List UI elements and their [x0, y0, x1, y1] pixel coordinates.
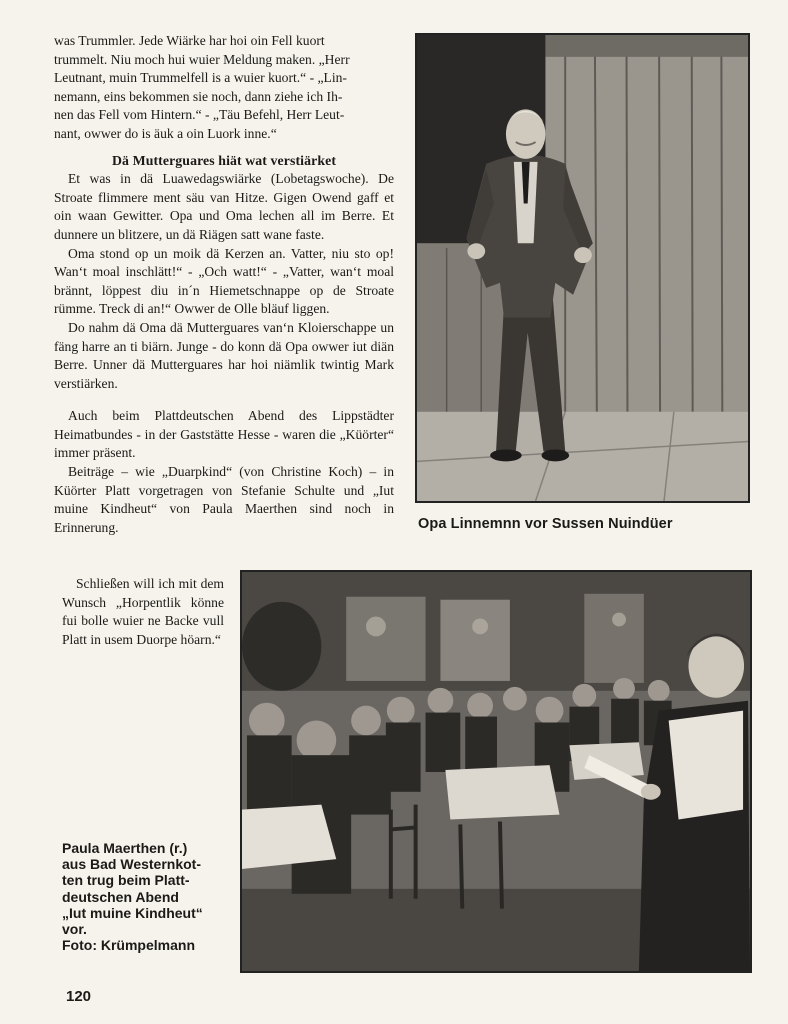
photo-caption: [62, 840, 224, 953]
caption-line: deutschen Abend: [62, 888, 179, 905]
article-line: was Trummler. Jede Wiärke har hoi oin Fell kuort: [54, 33, 325, 48]
photo-credit: Foto: Krümpelmann: [62, 937, 195, 954]
page-number: 120: [66, 988, 92, 1005]
caption-line: vor.: [62, 921, 87, 938]
photo-audience-hall-image: [242, 572, 750, 971]
article-line: nemann, eins bekommen sie noch, dann ziehe ich Ih-: [54, 88, 343, 104]
section-heading: Dä Mutterguares hiät wat verstiärket: [111, 152, 337, 168]
caption-line: Paula Maerthen (r.): [62, 840, 188, 856]
photo-man-at-barn-door: [415, 33, 750, 503]
closing-text: Schließen will ich mit dem Wunsch „Horpentlik könne fui bolle wuier ne Backe vull Platt in usem Duorpe höarn.“: [62, 576, 224, 647]
closing-paragraph: [62, 575, 224, 649]
article-paragraph: Et was in dä Luawedagswiärke (Lobetagswoche). De Stroate flimmere ment säu van Hitze. Gigen Owend gaff et oin waan Gewitter. Opa und Oma lechen all im Berre. Et dunnere un blitzere, un dä Riägen satt wane faste.: [54, 171, 394, 242]
article-column: [54, 32, 394, 537]
photo-caption: Opa Linnemnn vor Sussen Nuindüer: [418, 516, 673, 532]
photo-audience-hall: [240, 570, 752, 973]
caption-line: ten trug beim Platt-: [62, 872, 190, 889]
article-line: Leutnant, muin Trummelfell is a wuier kuort.“ - „Lin-: [54, 70, 347, 86]
article-paragraph: Do nahm dä Oma dä Mutterguares van‘n Kloierschappe un fäng harre an ti biärn. Junge - do konn dä Opa owwer iut diän Berre. Unner dä Mutterguares har hoi niämlik twintig Mark verstiärken.: [54, 319, 394, 391]
article-paragraph: Beiträge – wie „Duarpkind“ (von Christine Koch) – in Küörter Platt vorgetragen von Stefanie Schulte und „Iut muine Kindheut“ von Paula Maerthen sind noch in Erinnerung.: [54, 464, 394, 535]
article-line: trummelt. Niu moch hui wuier Meldung maken. „Herr: [54, 51, 350, 67]
article-line: nant, owwer do is äuk a oin Luork inne.“: [54, 125, 277, 141]
caption-line: aus Bad Westernkot-: [62, 856, 201, 873]
photo-man-at-barn-door-image: [417, 35, 748, 501]
paragraph-gap: [54, 393, 394, 407]
caption-line: „Iut muine Kindheut“: [62, 904, 203, 921]
article-paragraph: Auch beim Plattdeutschen Abend des Lippstädter Heimatbundes - in der Gaststätte Hesse - waren die „Küörter“ immer präsent.: [54, 408, 394, 461]
article-paragraph: Oma stond op un moik dä Kerzen an. Vatter, niu sto op! Wan‘t moal inschlätt!“ - „Och watt!“ - „Vatter, wan‘t moal brännt, löppest diu in´n Hiemetschnappe op de Stroate rümme. Treck di an!“ Owwer de Olle bläuf liggen.: [54, 245, 394, 317]
article-line: nen das Fell vom Hintern.“ - „Täu Befehl, Herr Leut-: [54, 107, 345, 123]
